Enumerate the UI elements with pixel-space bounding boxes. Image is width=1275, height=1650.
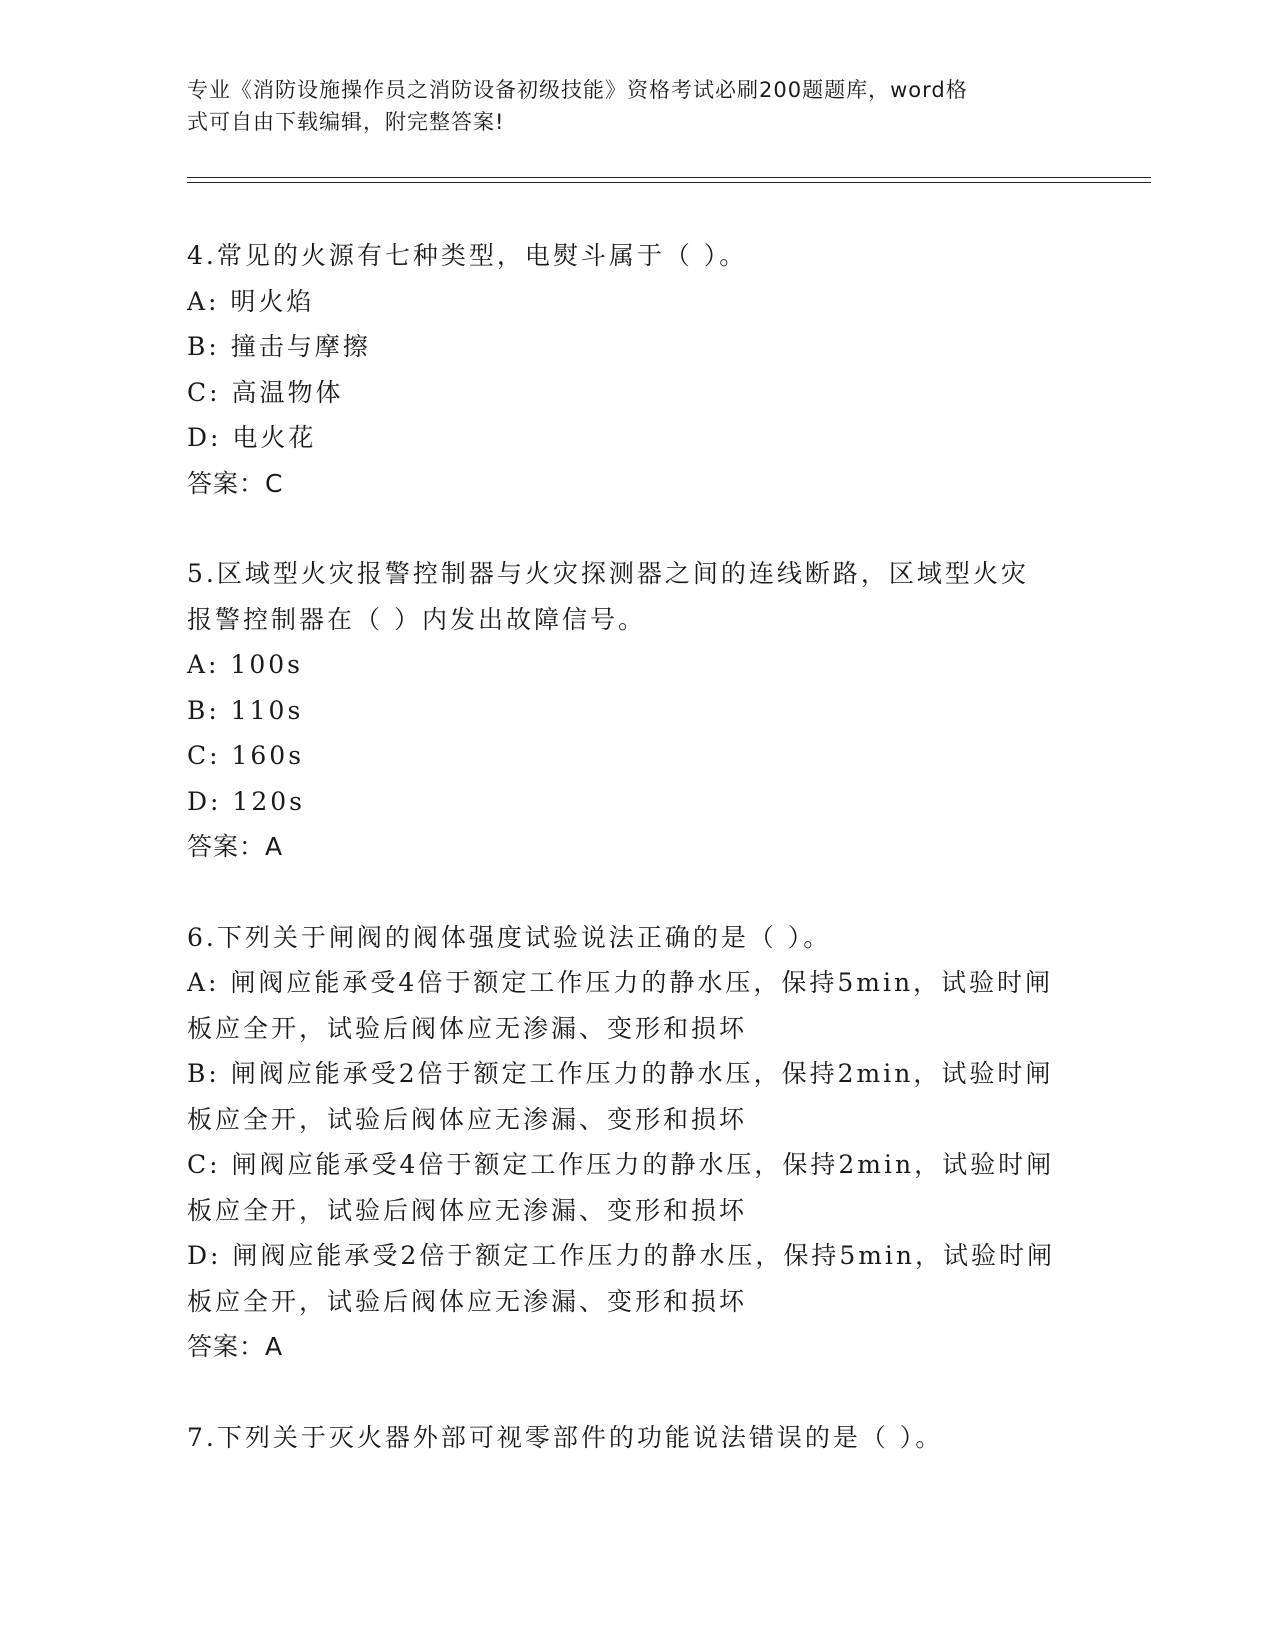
option-c: C: 160s [187, 741, 305, 770]
option-d: D: 120s [187, 786, 305, 816]
answer: 答案：C [187, 468, 284, 498]
option-c-line-2: 板应全开，试验后阀体应无渗漏、变形和损坏 [187, 1195, 748, 1225]
option-b: B: 110s [187, 695, 304, 725]
question-7 [187, 1415, 1087, 1461]
option-a-line-2: 板应全开，试验后阀体应无渗漏、变形和损坏 [187, 1013, 748, 1043]
option-b-line-1: B: 闸阀应能承受2倍于额定工作压力的静水压，保持2min，试验时闸 [187, 1059, 1054, 1088]
question-list [187, 233, 1087, 1505]
answer: 答案：A [187, 1332, 284, 1361]
option-a: A: 100s [187, 650, 303, 679]
document-header [187, 74, 1067, 138]
option-d-line-2: 板应全开，试验后阀体应无渗漏、变形和损坏 [187, 1286, 748, 1316]
option-a-line-1: A: 闸阀应能承受4倍于额定工作压力的静水压，保持5min，试验时闸 [187, 968, 1054, 997]
option-b: B: 撞击与摩擦 [187, 332, 371, 361]
option-c-line-1: C: 闸阀应能承受4倍于额定工作压力的静水压，保持2min，试验时闸 [187, 1150, 1055, 1179]
option-d: D: 电火花 [187, 423, 317, 452]
header-divider-top [187, 177, 1151, 178]
question-title-line-1: 5.区域型火灾报警控制器与火灾探测器之间的连线断路，区域型火灾 [187, 559, 1029, 588]
header-divider-bottom [187, 182, 1151, 183]
question-5 [187, 551, 1087, 870]
option-c: C: 高温物体 [187, 377, 344, 407]
question-title: 4.常见的火源有七种类型，电熨斗属于（ ）。 [187, 241, 748, 270]
header-line-2: 式可自由下载编辑，附完整答案! [187, 110, 505, 134]
question-title: 7.下列关于灭火器外部可视零部件的功能说法错误的是（ ）。 [187, 1422, 944, 1452]
question-title: 6.下列关于闸阀的阀体强度试验说法正确的是（ ）。 [187, 922, 832, 952]
option-d-line-1: D: 闸阀应能承受2倍于额定工作压力的静水压，保持5min，试验时闸 [187, 1241, 1056, 1270]
answer: 答案：A [187, 832, 284, 861]
question-title-line-2: 报警控制器在（ ）内发出故障信号。 [187, 604, 646, 634]
option-b-line-2: 板应全开，试验后阀体应无渗漏、变形和损坏 [187, 1104, 748, 1134]
question-4 [187, 233, 1087, 506]
header-line-1: 专业《消防设施操作员之消防设备初级技能》资格考试必刷200题题库，word格 [187, 78, 968, 102]
option-a: A: 明火焰 [187, 286, 315, 316]
question-6 [187, 915, 1087, 1370]
